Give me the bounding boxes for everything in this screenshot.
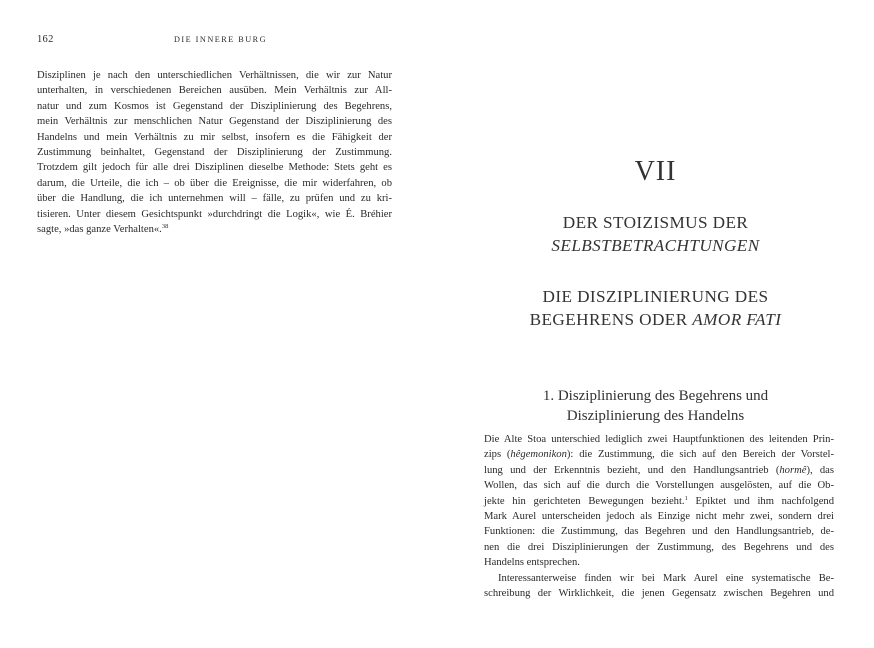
text-run: lung und der Erkenntnis bezieht, und den Handlungsantrieb ( (484, 464, 780, 476)
text-line: Handelns entsprechen. (484, 557, 580, 569)
text-line: nen die drei Disziplinierungen der Zustimmung, des Begehrens und des (484, 541, 834, 553)
text-line: Funktionen: die Zustimmung, das Begehren und den Handlungsantrieb, de- (484, 526, 834, 538)
text-line: Mark Aurel unterscheiden jedoch als Einzige nicht mehr zwei, sondern drei (484, 511, 834, 523)
chapter-title-line: DER STOIZISMUS DER (562, 213, 749, 232)
text-run: zips ( (484, 449, 511, 461)
chapter-title (437, 211, 874, 257)
text-run: ), das (806, 464, 834, 476)
italic-term: hêgemonikon (510, 449, 567, 461)
text-line: Disziplinen je nach den unterschiedlichen Verhältnissen, die wir zur Natur (37, 70, 392, 81)
text-line: Interessanterweise finden wir bei Mark Aurel eine systematische Be- (498, 572, 834, 584)
last-line-text: sagte, »das ganze Verhalten«. (37, 224, 162, 236)
section-heading (437, 387, 874, 426)
text-line: unterhalten, in verschiedenen Bereichen ausüben. Mein Verhältnis zur All- (37, 85, 392, 97)
text-line: Die Alte Stoa unterschied lediglich zwei Hauptfunktionen des leitenden Prin- (484, 434, 834, 445)
chapter-subtitle-line: DIE DISZIPLINIERUNG DES (542, 287, 769, 306)
chapter-subtitle (437, 285, 874, 331)
chapter-subtitle-line (437, 308, 874, 331)
text-line: Trotzdem gilt jedoch für alle drei Disziplinen dieselbe Methode: Stets geht es (37, 162, 392, 174)
page-number: 162 (37, 34, 54, 45)
footnote-ref: 38 (161, 223, 169, 231)
chapter-number: VII (634, 156, 677, 187)
left-body-text (37, 68, 392, 237)
text-line (484, 494, 834, 509)
text-line: darum, die Urteile, die ich – ob über die Ereignisse, die mir widerfahren, ob (37, 177, 392, 189)
subtitle-italic: AMOR FATI (692, 310, 782, 329)
footnote-ref: 1 (684, 494, 688, 502)
text-run: ): die Zustimmung, die sich auf den Bereich der Vorstel- (566, 449, 834, 461)
italic-term: hormê (779, 464, 807, 476)
text-line: über die Handlung, die ich unternehmen will – fälle, zu prüfen und zu kri- (37, 193, 392, 205)
running-title: DIE INNERE BURG (174, 35, 267, 44)
text-run: jekte hin gerichteten Bewegungen bezieht. (484, 495, 685, 507)
text-line (484, 463, 834, 478)
text-line: Handelns und mein Verhältnis zu mir selbst, insofern es die Fähigkeit der (37, 131, 392, 143)
text-line (484, 447, 834, 462)
section-heading-line: Disziplinierung des Handelns (566, 407, 745, 424)
text-line: natur und zum Kosmos ist Gegenstand der Disziplinierung des Begehrens, (37, 100, 392, 112)
text-line: tisieren. Unter diesem Gesichtspunkt »durchdringt die Logik«, wie É. Bréhier (37, 208, 392, 220)
right-page (437, 0, 874, 648)
text-run: Epiktet und ihm nachfolgend (687, 495, 834, 507)
text-line: Zustimmung beinhaltet, Gegenstand der Disziplinierung der Zustimmung. (37, 147, 392, 159)
text-line: Wollen, das sich auf die durch die Vorstellungen ausgelösten, auf die Ob- (484, 480, 834, 492)
text-line: schreibung der Wirklichkeit, die jenen Gegensatz zwischen Begehren und (484, 588, 834, 600)
subtitle-plain: BEGEHRENS ODER (529, 310, 693, 329)
chapter-title-line: SELBSTBETRACHTUNGEN (551, 236, 760, 255)
text-line (37, 222, 392, 237)
text-line: mein Verhältnis zur menschlichen Natur Gegenstand der Disziplinierung des (37, 116, 392, 128)
section-heading-line: 1. Disziplinierung des Begehrens und (542, 388, 769, 404)
right-body-text (484, 432, 834, 601)
